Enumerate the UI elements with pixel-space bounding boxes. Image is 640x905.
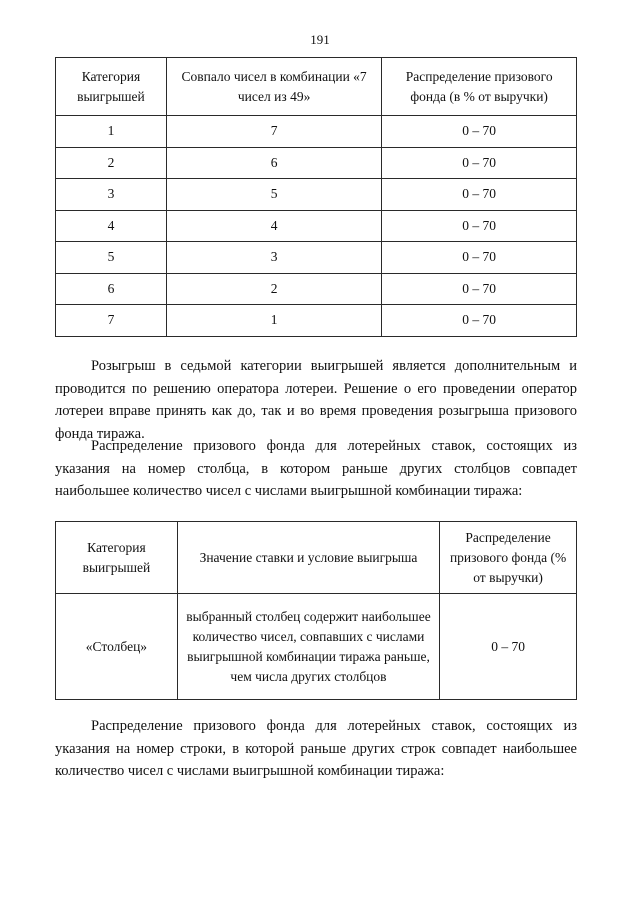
paragraph-column-distribution: Распределение призового фонда для лотерейных ставок, состоящих из указания на номер столбца, в котором раньше других столбцов совпадет наибольшее количество чисел с числами выигрышной комбинации тиража: (55, 438, 577, 499)
prize-distribution-table (55, 57, 577, 337)
matched-cell: 4 (166, 210, 381, 242)
category-cell: «Столбец» (56, 594, 178, 700)
category-cell: 4 (56, 210, 167, 242)
distribution-cell: 0 – 70 (382, 242, 577, 274)
category-cell: 6 (56, 273, 167, 305)
table-row (56, 179, 577, 211)
matched-cell: 2 (166, 273, 381, 305)
header-category: Категория выигрышей (56, 58, 167, 116)
condition-cell: выбранный столбец содержит наибольшее количество чисел, совпавших с числами выигрышной комбинации тиража раньше, чем числа других столбцов (177, 594, 439, 700)
column-bet-table (55, 521, 577, 700)
distribution-cell: 0 – 70 (382, 116, 577, 148)
header-prize-distribution: Распределение призового фонда (в % от выручки) (382, 58, 577, 116)
distribution-cell: 0 – 70 (440, 594, 577, 700)
distribution-cell: 0 – 70 (382, 210, 577, 242)
category-cell: 1 (56, 116, 167, 148)
matched-cell: 3 (166, 242, 381, 274)
page-number: 191 (310, 32, 330, 47)
distribution-cell: 0 – 70 (382, 179, 577, 211)
distribution-cell: 0 – 70 (382, 147, 577, 179)
distribution-cell: 0 – 70 (382, 305, 577, 337)
table-row (56, 116, 577, 148)
matched-cell: 7 (166, 116, 381, 148)
table-row (56, 242, 577, 274)
header-category: Категория выигрышей (56, 522, 178, 594)
category-cell: 2 (56, 147, 167, 179)
header-bet-condition: Значение ставки и условие выигрыша (177, 522, 439, 594)
matched-cell: 1 (166, 305, 381, 337)
paragraph-row-distribution: Распределение призового фонда для лотерейных ставок, состоящих из указания на номер строки, в которой раньше других строк совпадет наибольшее количество чисел с числами выигрышной комбинации тиража: (55, 718, 577, 779)
paragraph-seventh-category: Розыгрыш в седьмой категории выигрышей является дополнительным и проводится по решению оператора лотереи. Решение о его проведении оператор лотереи вправе принять как до, так и во время проведения розыгрыша призового фонда тиража. (55, 358, 577, 442)
distribution-cell: 0 – 70 (382, 273, 577, 305)
table-header-row (56, 522, 577, 594)
category-cell: 5 (56, 242, 167, 274)
header-matched-numbers: Совпало чисел в комбинации «7 чисел из 49» (166, 58, 381, 116)
header-prize-distribution: Распределение призового фонда (% от выручки) (440, 522, 577, 594)
table-row (56, 305, 577, 337)
matched-cell: 6 (166, 147, 381, 179)
matched-cell: 5 (166, 179, 381, 211)
category-cell: 3 (56, 179, 167, 211)
table-row (56, 273, 577, 305)
table-row (56, 147, 577, 179)
table-row (56, 594, 577, 700)
table-row (56, 210, 577, 242)
category-cell: 7 (56, 305, 167, 337)
table-header-row (56, 58, 577, 116)
